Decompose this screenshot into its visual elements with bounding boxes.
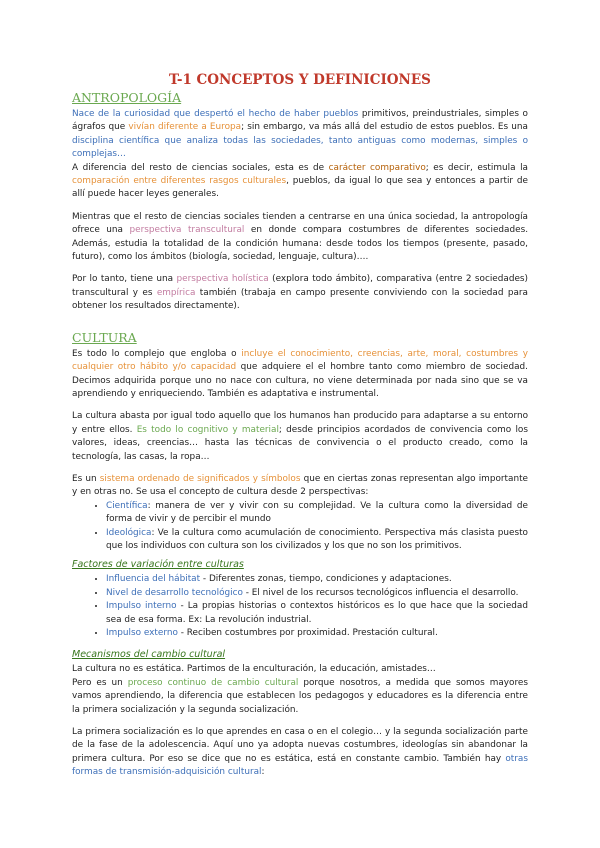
document-title: T-1 CONCEPTOS Y DEFINICIONES [169,72,431,88]
section-heading-cultura: CULTURA [72,329,137,345]
paragraph [72,677,528,717]
highlighted-text: Impulso interno [106,601,177,612]
section-heading-antropologia: ANTROPOLOGÍA [72,90,182,105]
subheading-mecanismos: Mecanismos del cambio cultural [72,649,226,661]
text-run: que en ciertas zonas representan algo importante y en otras no. Se usa el concepto de cultura desde 2 perspectivas: [72,473,529,498]
text-run: : Ve la cultura como acumulación de conocimiento. Perspectiva más clasista puesto que los individuos con cultura son los civilizados y los que no son los primitivos. [106,527,528,551]
text-run: Por lo tanto, tiene una [72,274,177,285]
text-run: (explora todo ámbito), comparativa (entre 2 sociedades) transcultural y es [72,274,529,298]
text-run: ; sin embargo, va más allá del estudio de estos pueblos. Es una [241,122,528,133]
highlighted-text: Influencia del hábitat [106,574,201,585]
list-item [106,600,528,627]
highlighted-text: incluye el conocimiento, creencias, arte, moral, costumbres y cualquier otro hábito y/o capacidad [72,348,528,373]
paragraph [72,726,528,780]
highlighted-text: Nivel de desarrollo tecnológico [106,587,243,598]
text-run: en donde compara costumbres de diferentes sociedades. Además, estudia la totalidad de la condición humana: desde todos los tiempos (presente, pasado, futuro), como los ámbitos (biología, sociedad, lenguaje, cultura)…. [72,225,529,263]
text-run: Es todo lo complejo que engloba o [72,348,242,359]
list-item [106,627,528,640]
highlighted-text: vivían diferente a Europa [128,122,242,133]
text-run: La primera socialización es lo que aprendes en casa o en el colegio… y la segunda socialización parte de la fase de la adolescencia. Aquí uno ya adopta nuevas costumbres, ideologías sin abandonar la primera cultura. Por eso se dice que no es estática, está en constante cambio. También hay [72,727,528,764]
text-run: que adquiere el el hombre tanto como miembro de sociedad. Decimos adquirida porque uno no nace con cultura, no viene determinada por nada sino que se va aprendiendo y enriqueciendo. También es adaptativa e instrumental. [72,362,529,399]
paragraph [72,410,528,464]
paragraph [72,108,528,162]
text-run: Mientras que el resto de ciencias sociales tienden a centrarse en una única sociedad, la antropología ofrece una [72,211,528,236]
highlighted-text: proceso continuo de cambio cultural [127,677,299,688]
text-run: primitivos, preindustriales, simples o ágrafos que [72,109,528,133]
text-run: Pero es un [72,677,128,688]
text-run: - El nivel de los recursos tecnológicos influencia el desarrollo. [242,587,519,598]
highlighted-text: Ideológica [106,527,152,538]
list-item [106,527,528,554]
text-run: porque nosotros, a medida que somos mayores vamos aprendiendo, la diferencia que establecen los pedagogos y educadores es la diferencia entre la primera socialización y la segunda socialización. [72,677,528,715]
highlighted-text: otras formas de transmisión-adquisición cultural [72,753,528,778]
list-item [106,500,528,527]
paragraph [72,663,528,676]
text-run: , pueblos, da igual lo que sea y entonces a partir de allí puede hacer leyes generales. [72,176,528,200]
highlighted-text: Impulso externo [106,628,178,638]
highlighted-text: Científica [106,500,148,511]
highlighted-text: sistema ordenado de significados y símbolos [99,473,301,484]
paragraph [72,348,528,402]
highlighted-text: Es todo lo cognitivo y material [136,424,279,435]
highlighted-text: Nace de la curiosidad que despertó el hecho de haber pueblos [72,109,359,119]
highlighted-text: carácter comparativo [328,162,426,173]
paragraph [72,273,528,313]
text-run: - Diferentes zonas, tiempo, condiciones y adaptaciones. [200,574,452,585]
paragraph [72,162,528,202]
paragraph [72,473,528,500]
highlighted-text: comparación entre diferentes rasgos culturales [72,176,287,187]
text-run: A diferencia del resto de ciencias sociales, esta es de [72,162,329,173]
highlighted-text: perspectiva holística [176,274,269,285]
perspectives-list [72,500,528,554]
factors-list [72,573,528,640]
text-run: - La propias historias o contextos históricos es lo que hace que la sociedad sea de esa forma. Ex: La revolución industrial. [106,601,528,625]
highlighted-text: disciplina científica que analiza todas las sociedades, tanto antiguas como modernas, simples o complejas… [72,135,528,160]
text-run: La cultura no es estática. Partimos de la enculturación, la educación, amistades… [72,664,436,675]
text-run: ; es decir, estimula la [425,162,528,173]
list-item [106,587,528,600]
text-run: : manera de ver y vivir con su complejidad. Ve la cultura como la diversidad de forma de vivir y de percibir el mundo [106,500,528,525]
highlighted-text: empírica [156,287,196,298]
highlighted-text: perspectiva transcultural [129,225,245,236]
text-run: - Reciben costumbres por proximidad. Prestación cultural. [177,628,438,638]
text-run: ; desde principios acordados de convivencia como los valores, ideas, creencias… hasta las técnicas de convivencia o el producto creado, como la tecnología, las casas, la ropa… [72,424,528,462]
text-run: La cultura abasta por igual todo aquello que los humanos han producido para adaptarse a su entorno y entre ellos. [72,411,528,435]
text-run: Es un [72,473,100,484]
subheading-factores: Factores de variación entre culturas [72,559,244,571]
text-run: también (trabaja en campo presente conviviendo con la sociedad para obtener los resultados directamente). [72,287,529,312]
text-run: : [261,767,265,778]
paragraph [72,211,528,265]
list-item [106,573,528,586]
